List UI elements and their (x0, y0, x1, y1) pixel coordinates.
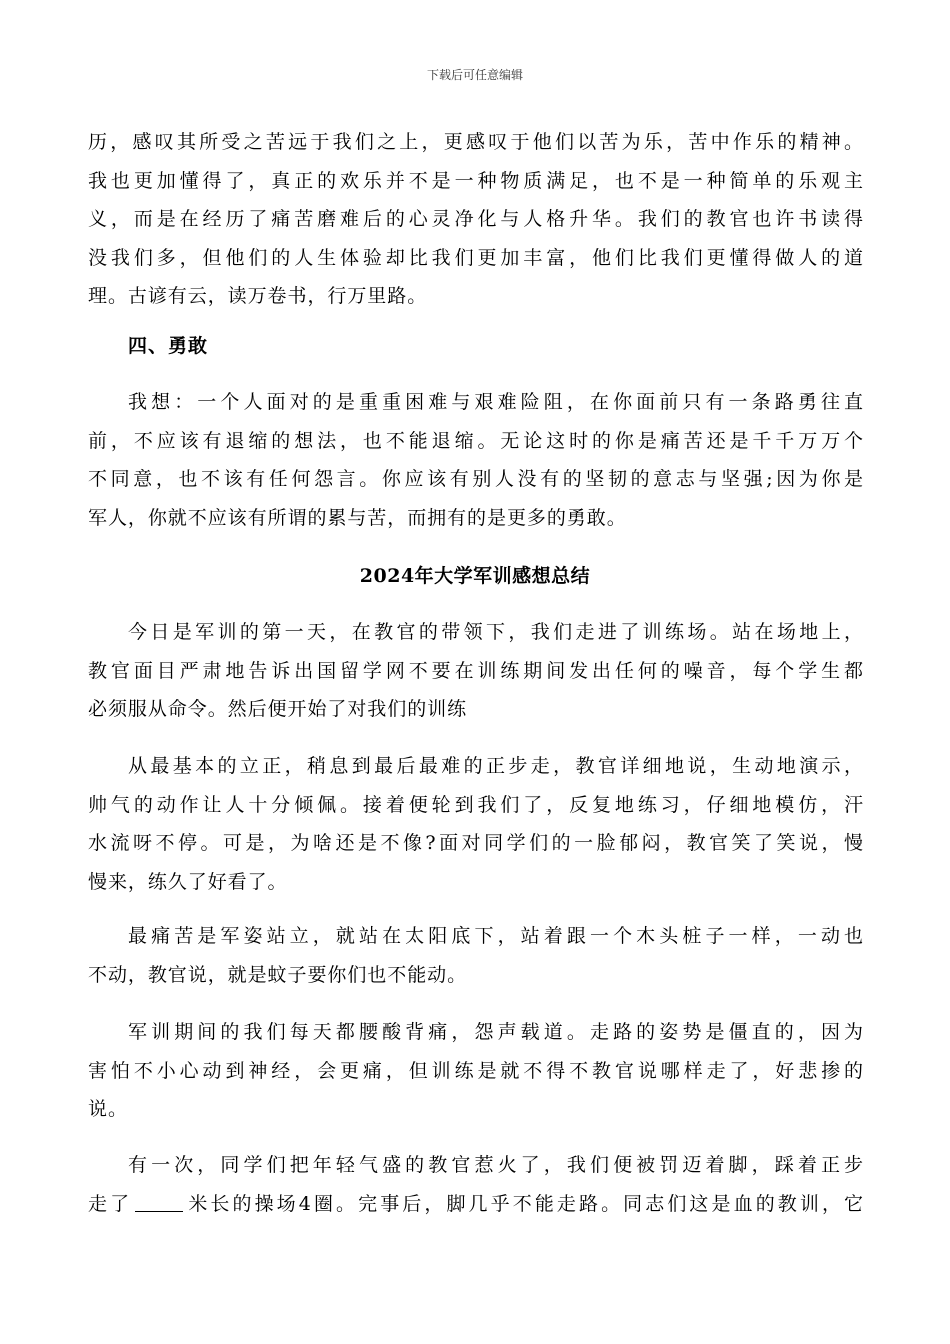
text-line: 教官面目严肃地告诉出国留学网不要在训练期间发出任何的噪音，每个学生都 (88, 659, 864, 682)
text-line: 帅气的动作让人十分倾佩。接着便轮到我们了，反复地练习，仔细地模仿，汗 (88, 793, 864, 816)
paragraph-5 (88, 1146, 864, 1223)
text-line: 没我们多，但他们的人生体验却比我们更加丰富，他们比我们更懂得做人的道 (88, 246, 864, 269)
text-line: 我想：一个人面对的是重重困难与艰难险阻，在你面前只有一条路勇往直 (128, 391, 864, 413)
text-line: 义，而是在经历了痛苦磨难后的心灵净化与人格升华。我们的教官也许书读得 (88, 208, 864, 230)
paragraph-1 (88, 613, 864, 729)
text-line: 水流呀不停。可是，为啥还是不像?面对同学们的一脸郁闷，教官笑了笑说，慢 (88, 832, 864, 854)
paragraph-section2 (88, 383, 864, 537)
text-line: 军训期间的我们每天都腰酸背痛，怨声载道。走路的姿势是僵直的，因为 (128, 1021, 864, 1043)
fill-in-blank (135, 1193, 183, 1212)
text-fragment: 走了 (88, 1192, 133, 1215)
text-line: 从最基本的立正，稍息到最后最难的正步走，教官详细地说，生动地演示， (128, 755, 864, 777)
text-line: 最痛苦是军姿站立，就站在太阳底下，站着跟一个木头桩子一样，一动也 (128, 925, 864, 947)
text-fragment: 米长的操场4圈。完事后，脚几乎不能走路。同志们这是血的教训，它 (186, 1192, 864, 1215)
text-line: 我也更加懂得了，真正的欢乐并不是一种物质满足，也不是一种简单的乐观主 (88, 169, 864, 192)
text-line: 前，不应该有退缩的想法，也不能退缩。无论这时的你是痛苦还是千千万万个 (88, 429, 864, 452)
text-line: 今日是军训的第一天，在教官的带领下，我们走进了训练场。站在场地上， (128, 621, 864, 643)
document-title: 2024年大学军训感想总结 (359, 565, 591, 587)
paragraph-3 (88, 917, 864, 994)
text-line: 理。古谚有云，读万卷书，行万里路。 (88, 285, 428, 307)
text-line: 不动，教官说，就是蚊子要你们也不能动。 (88, 963, 468, 986)
text-line: 必须服从命令。然后便开始了对我们的训练 (88, 698, 468, 720)
paragraph-4 (88, 1013, 864, 1129)
text-line (88, 1185, 864, 1224)
paragraph-section1 (88, 123, 864, 316)
text-line: 害怕不小心动到神经，会更痛，但训练是就不得不教官说哪样走了，好悲掺的 (88, 1059, 864, 1082)
text-line: 军人，你就不应该有所谓的累与苦，而拥有的是更多的勇敢。 (88, 506, 627, 529)
paragraph-2 (88, 747, 864, 901)
section-heading-brave: 四、勇敢 (128, 335, 209, 357)
text-line: 慢来，练久了好看了。 (88, 870, 288, 893)
text-line: 历，感叹其所受之苦远于我们之上，更感叹于他们以苦为乐，苦中作乐的精神。 (88, 131, 864, 153)
text-line: 有一次，同学们把年轻气盛的教官惹火了，我们便被罚迈着脚，踩着正步 (128, 1154, 864, 1176)
text-line: 说。 (88, 1098, 128, 1120)
page-header: 下载后可任意编辑 (426, 68, 523, 82)
text-line: 不同意，也不该有任何怨言。你应该有别人没有的坚韧的意志与坚强;因为你是 (88, 468, 864, 490)
